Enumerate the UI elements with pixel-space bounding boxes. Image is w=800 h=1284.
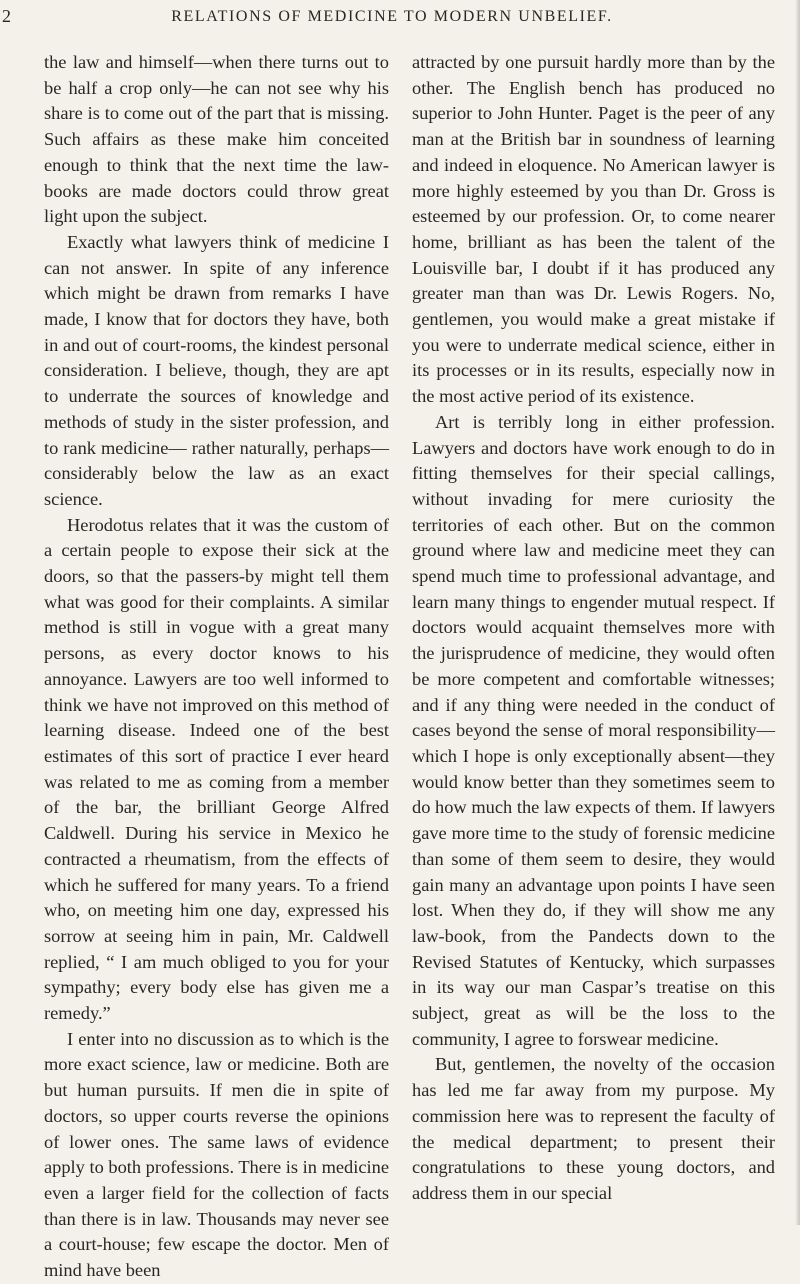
left-column: [44, 50, 389, 1284]
paragraph: I enter into no discussion as to which is the more exact science, law or medicine. Both are but human pursuits. If men die in spite of doctors, so upper courts reverse the opinions of lower ones. The same laws of evidence apply to both professions. There is in medicine even a larger field for the collection of facts than there is in law. Thousands may never see a court-house; few escape the doctor. Men of mind have been: [44, 1028, 389, 1281]
paragraph: Herodotus relates that it was the custom of a certain people to expose their sick at the doors, so that the passers-by might tell them what was good for their complaints. A similar method is still in vogue with a great many persons, as every doctor knows to his annoyance. Lawyers are too well informed to think we have not improved on this method of learning disease. Indeed one of the best estimates of this sort of practice I ever heard was related to me as coming from a member of the bar, the brilliant George Alfred Caldwell. During his service in Mexico he contracted a rheumatism, from the effects of which he suffered for many years. To a friend who, on meeting him one day, expressed his sorrow at seeing him in pain, Mr. Caldwell replied, “ I am much obliged to you for your sympathy; every body else has given me a remedy.”: [44, 514, 389, 1024]
right-column: [412, 50, 775, 1207]
paragraph: the law and himself—when there turns out to be half a crop only—he can not see why his share is to come out of the part that is missing. Such affairs as these make him conceited enough to think that the next time the law-books are made doctors could throw great light upon the subject.: [44, 52, 389, 227]
paragraph: Exactly what lawyers think of medicine I can not answer. In spite of any inference which might be drawn from remarks I have made, I know that for doctors they have, both in and out of court-rooms, the kindest personal consideration. I believe, though, they are apt to underrate the sources of knowledge and methods of study in the sister profession, and to rank medicine— rather naturally, perhaps—considerably below the law as an exact science.: [44, 231, 389, 509]
page-number: 2: [2, 6, 12, 26]
page-header: [0, 4, 800, 34]
paragraph: Art is terribly long in either profession. Lawyers and doctors have work enough to do in fitting themselves for their special callings, without invading for mere curiosity the territories of each other. But on the common ground where law and medicine meet they can spend much time to professional advantage, and learn many things to engender mutual respect. If doctors would acquaint themselves more with the jurisprudence of medicine, they would often be more competent and comfortable witnesses; and if any thing were needed in the conduct of cases beyond the sense of moral responsibility—which I hope is only exceptionally absent—they would know better than they sometimes seem to do how much the law expects of them. If lawyers gave more time to the study of forensic medicine than some of them seem to desire, they would gain many an advantage upon points I have seen lost. When they do, if they will show me any law-book, from the Pandects down to the Revised Statutes of Kentucky, which surpasses in its way our man Caspar’s treatise on this subject, great as will be the loss to the community, I agree to forswear medicine.: [412, 411, 775, 1049]
paragraph: attracted by one pursuit hardly more than by the other. The English bench has produced no superior to John Hunter. Paget is the peer of any man at the British bar in soundness of learning and indeed in eloquence. No American lawyer is more highly esteemed by you than Dr. Gross is esteemed by our profession. Or, to come nearer home, brilliant as has been the talent of the Louisville bar, I doubt if it has produced any greater man than was Dr. Lewis Rogers. No, gentlemen, you would make a great mistake if you were to underrate medical science, either in its processes or in its results, especially now in the most active period of its existence.: [412, 52, 775, 407]
paragraph: But, gentlemen, the novelty of the occasion has led me far away from my purpose. My commission here was to represent the faculty of the medical department; to present their congratulations to these young doctors, and address them in our special: [412, 1054, 775, 1203]
running-head: RELATIONS OF MEDICINE TO MODERN UNBELIEF.: [171, 8, 613, 25]
page-edge-shadow: [795, 0, 800, 1225]
